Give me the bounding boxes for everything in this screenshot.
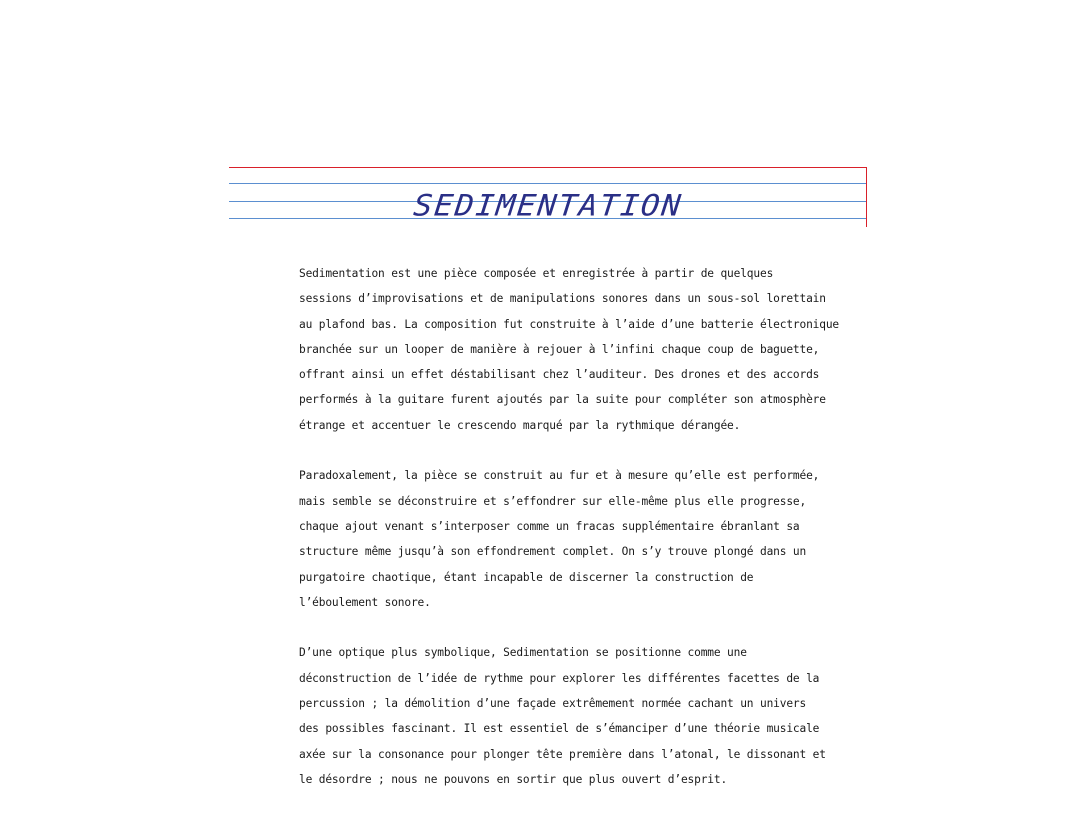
text-line: étrange et accentuer le crescendo marqué par la rythmique dérangée. xyxy=(299,418,741,432)
staff-line-top xyxy=(229,167,867,168)
text-line: déconstruction de l’idée de rythme pour explorer les différentes facettes de la xyxy=(299,671,820,685)
text-line: branchée sur un looper de manière à rejouer à l’infini chaque coup de baguette, xyxy=(299,342,820,356)
page-title: SEDIMENTATION xyxy=(411,188,685,223)
text-line: l’éboulement sonore. xyxy=(299,595,431,609)
text-line: sessions d’improvisations et de manipulations sonores dans un sous-sol lorettain xyxy=(299,292,826,306)
text-line: le désordre ; nous ne pouvons en sortir que plus ouvert d’esprit. xyxy=(299,772,728,786)
paragraph-1 xyxy=(299,261,840,438)
text-line: structure même jusqu’à son effondrement complet. On s’y trouve plongé dans un xyxy=(299,545,807,559)
text-line: axée sur la consonance pour plonger tête première dans l’atonal, le dissonant et xyxy=(299,747,826,761)
text-line: offrant ainsi un effet déstabilisant chez l’auditeur. Des drones et des accords xyxy=(299,368,820,382)
text-line: des possibles fascinant. Il est essentiel de s’émanciper d’une théorie musicale xyxy=(299,722,820,736)
text-line: mais semble se déconstruire et s’effondrer sur elle-même plus elle progresse, xyxy=(299,494,807,508)
text-line: chaque ajout venant s’interposer comme un fracas supplémentaire ébranlant sa xyxy=(299,519,800,533)
text-line: purgatoire chaotique, étant incapable de discerner la construction de xyxy=(299,570,754,584)
text-line: performés à la guitare furent ajoutés par la suite pour compléter son atmosphère xyxy=(299,393,826,407)
text-line: percussion ; la démolition d’une façade extrêmement normée cachant un univers xyxy=(299,697,807,711)
text-line: Paradoxalement, la pièce se construit au fur et à mesure qu’elle est performée, xyxy=(299,469,820,483)
staff-line xyxy=(229,183,867,184)
paragraph-2 xyxy=(299,463,819,615)
text-line: D’une optique plus symbolique, Sedimentation se positionne comme une xyxy=(299,646,747,660)
text-line: au plafond bas. La composition fut construite à l’aide d’une batterie électronique xyxy=(299,317,840,331)
paragraph-3 xyxy=(299,640,826,792)
text-line: Sedimentation est une pièce composée et enregistrée à partir de quelques xyxy=(299,267,774,280)
body-text xyxy=(299,261,840,818)
